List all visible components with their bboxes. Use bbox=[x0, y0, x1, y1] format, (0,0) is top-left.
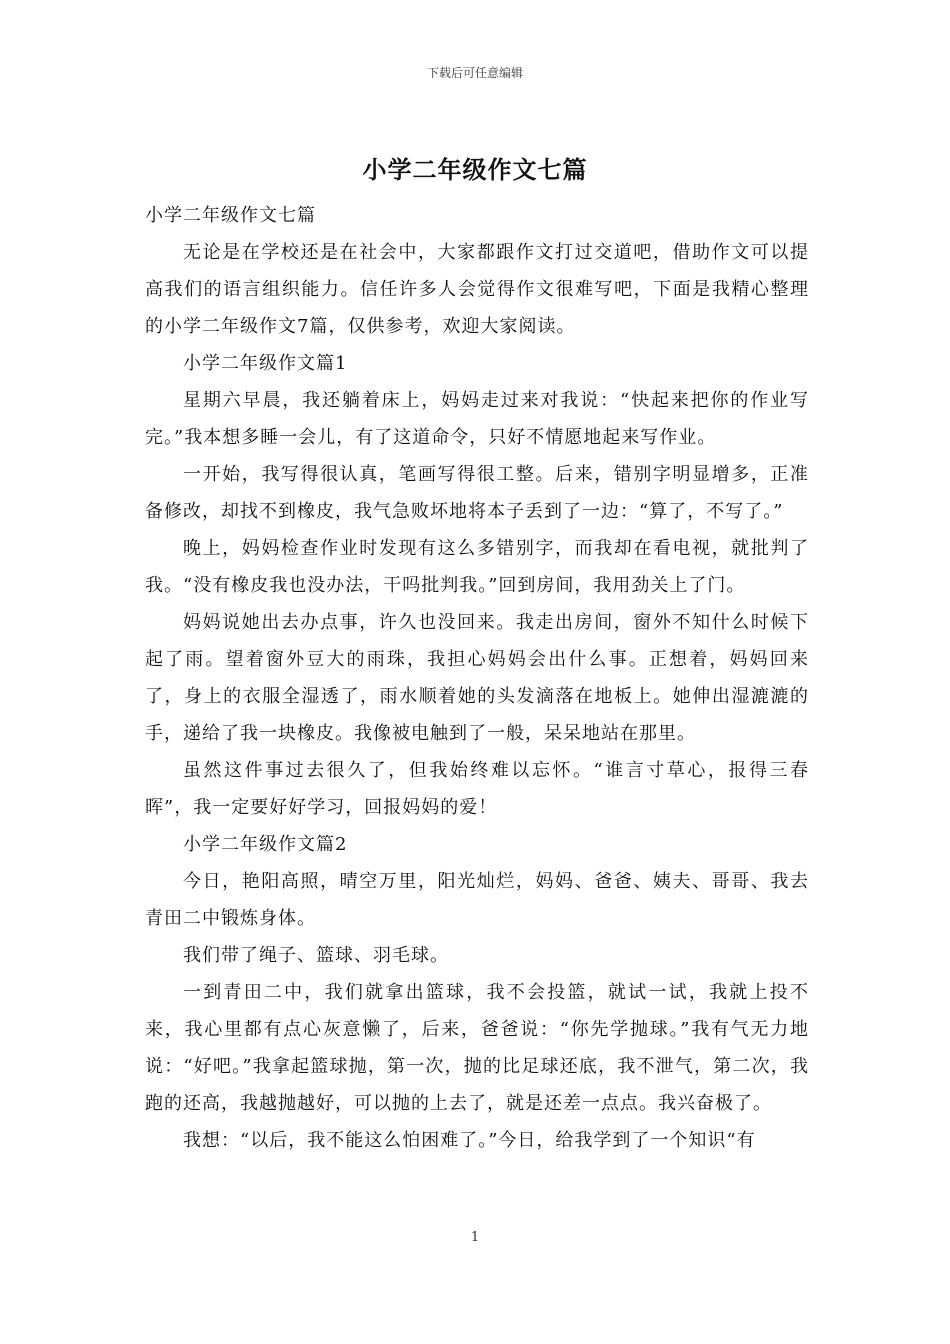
paragraph: 晚上，妈妈检查作业时发现有这么多错别字，而我却在看电视，就批判了我。“没有橡皮我也没办法，干吗批判我。”回到房间，我用劲关上了门。 bbox=[145, 538, 809, 596]
paragraph: 今日，艳阳高照，晴空万里，阳光灿烂，妈妈、爸爸、姨夫、哥哥、我去青田二中锻炼身体。 bbox=[145, 871, 809, 929]
paragraph: 我想：“以后，我不能这么怕困难了。”今日，给我学到了一个知识“有 bbox=[183, 1130, 756, 1151]
paragraph: 妈妈说她出去办点事，许久也没回来。我走出房间，窗外不知什么时候下起了雨。望着窗外豆大的雨珠，我担心妈妈会出什么事。正想着，妈妈回来了，身上的衣服全湿透了，雨水顺着她的头发滴落在地板上。她伸出湿漉漉的手，递给了我一块橡皮。我像被电触到了一般，呆呆地站在那里。 bbox=[145, 612, 809, 744]
paragraph: 虽然这件事过去很久了，但我始终难以忘怀。“谁言寸草心，报得三春晖”，我一定要好好学习，回报妈妈的爱！ bbox=[145, 760, 809, 818]
paragraph: 无论是在学校还是在社会中，大家都跟作文打过交道吧，借助作文可以提高我们的语言组织能力。信任许多人会觉得作文很难写吧，下面是我精心整理的小学二年级作文7篇，仅供参考，欢迎大家阅读。 bbox=[145, 242, 809, 337]
document-body bbox=[145, 197, 809, 1159]
section-heading: 小学二年级作文篇2 bbox=[183, 834, 348, 855]
page-header-note: 下载后可任意编辑 bbox=[426, 66, 523, 80]
section-heading: 小学二年级作文篇1 bbox=[183, 353, 348, 374]
paragraph: 一到青田二中，我们就拿出篮球，我不会投篮，就试一试，我就上投不来，我心里都有点心灰意懒了，后来，爸爸说：“你先学抛球。”我有气无力地说：“好吧。”我拿起篮球抛，第一次，抛的比足球还底，我不泄气，第二次，我跑的还高，我越抛越好，可以抛的上去了，就是还差一点点。我兴奋极了。 bbox=[145, 982, 809, 1114]
paragraph: 我们带了绳子、篮球、羽毛球。 bbox=[183, 945, 449, 966]
document-title: 小学二年级作文七篇 bbox=[362, 155, 588, 184]
document-subtitle: 小学二年级作文七篇 bbox=[145, 205, 316, 226]
page-number: 1 bbox=[470, 1230, 480, 1245]
paragraph: 星期六早晨，我还躺着床上，妈妈走过来对我说：“快起来把你的作业写完。”我本想多睡一会儿，有了这道命令，只好不情愿地起来写作业。 bbox=[145, 390, 809, 448]
paragraph: 一开始，我写得很认真，笔画写得很工整。后来，错别字明显增多，正准备修改，却找不到橡皮，我气急败坏地将本子丢到了一边：“算了，不写了。” bbox=[145, 464, 809, 522]
